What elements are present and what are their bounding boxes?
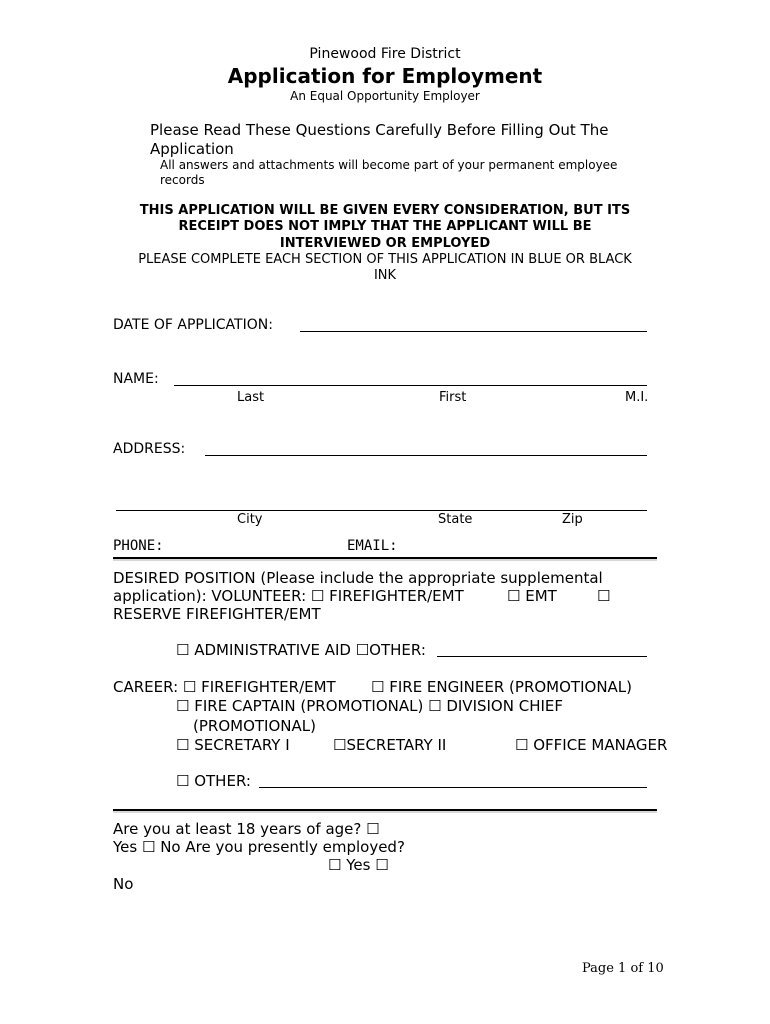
career-other-field[interactable] <box>259 787 647 788</box>
district-name: Pinewood Fire District <box>309 46 461 62</box>
fire-engineer-option[interactable]: ☐ FIRE ENGINEER (PROMOTIONAL) <box>371 678 633 696</box>
city-caption: City <box>237 512 263 527</box>
career-firefighter-emt-option[interactable]: CAREER: ☐ FIREFIGHTER/EMT <box>113 678 336 696</box>
name-label: NAME: <box>113 371 159 387</box>
volunteer-emt-option[interactable]: ☐ EMT <box>507 587 557 605</box>
name-first-caption: First <box>439 390 467 405</box>
consideration-notice-line3: INTERVIEWED OR EMPLOYED <box>279 236 491 251</box>
secretary-1-option[interactable]: ☐ SECRETARY I <box>176 736 290 754</box>
admin-aid-other-option[interactable]: ☐ ADMINISTRATIVE AID ☐OTHER: <box>176 641 426 659</box>
zip-caption: Zip <box>562 512 583 527</box>
employed-yes-option[interactable]: ☐ Yes ☐ <box>328 856 389 874</box>
ink-instruction-line1: PLEASE COMPLETE EACH SECTION OF THIS APPLICATION IN BLUE OR BLACK <box>138 252 632 267</box>
employed-question[interactable]: Yes ☐ No Are you presently employed? <box>113 838 405 856</box>
records-note-line2: records <box>160 173 205 187</box>
address-field[interactable] <box>205 455 647 456</box>
date-label: DATE OF APPLICATION: <box>113 317 273 333</box>
consideration-notice-line1: THIS APPLICATION WILL BE GIVEN EVERY CONSIDERATION, BUT ITS <box>139 203 631 218</box>
reserve-firefighter-label: RESERVE FIREFIGHTER/EMT <box>113 605 321 623</box>
captain-division-chief-option[interactable]: ☐ FIRE CAPTAIN (PROMOTIONAL) ☐ DIVISION CHIEF <box>176 697 564 715</box>
ink-instruction-line2: INK <box>373 268 397 283</box>
reserve-firefighter-checkbox[interactable]: ☐ <box>597 587 611 605</box>
subtitle: An Equal Opportunity Employer <box>290 89 480 103</box>
section-divider <box>113 557 657 561</box>
name-mi-caption: M.I. <box>625 390 649 405</box>
page-number: Page 1 of 10 <box>582 961 664 976</box>
state-caption: State <box>438 512 473 527</box>
age-question[interactable]: Are you at least 18 years of age? ☐ <box>113 820 380 838</box>
employed-no-label: No <box>113 875 134 893</box>
address-label: ADDRESS: <box>113 441 186 457</box>
city-state-zip-field[interactable] <box>116 510 647 511</box>
date-field[interactable] <box>300 331 647 332</box>
email-label: EMAIL: <box>347 538 398 554</box>
records-note-line1: All answers and attachments will become part of your permanent employee <box>160 158 618 172</box>
volunteer-firefighter-emt-option[interactable]: application): VOLUNTEER: ☐ FIREFIGHTER/EMT <box>113 587 464 605</box>
volunteer-other-field[interactable] <box>437 656 647 657</box>
name-field[interactable] <box>174 385 647 386</box>
phone-label: PHONE: <box>113 538 164 554</box>
page-title: Application for Employment <box>227 64 543 88</box>
name-last-caption: Last <box>237 390 265 405</box>
consideration-notice-line2: RECEIPT DOES NOT IMPLY THAT THE APPLICANT WILL BE <box>178 219 592 234</box>
office-manager-option[interactable]: ☐ OFFICE MANAGER <box>515 736 668 754</box>
read-instruction-line1: Please Read These Questions Carefully Before Filling Out The <box>150 121 609 139</box>
secretary-2-option[interactable]: ☐SECRETARY II <box>333 736 447 754</box>
career-other-option[interactable]: ☐ OTHER: <box>176 772 251 790</box>
promotional-label: (PROMOTIONAL) <box>193 717 316 735</box>
section-divider-2 <box>113 809 657 813</box>
read-instruction-line2: Application <box>150 140 234 158</box>
desired-position-line1: DESIRED POSITION (Please include the appropriate supplemental <box>113 569 603 587</box>
